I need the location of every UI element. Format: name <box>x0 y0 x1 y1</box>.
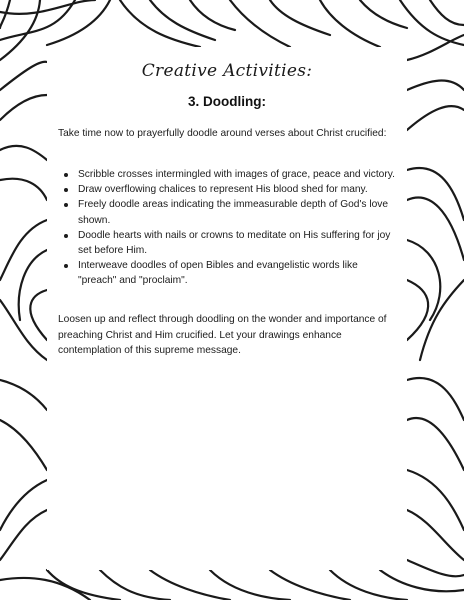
intro-paragraph: Take time now to prayerfully doodle around verses about Christ crucified: <box>58 128 387 139</box>
closing-paragraph: Loosen up and reflect through doodling on the wonder and importance of preaching Christ and Him crucified. Let your drawings enhance contemplation of this supreme message. <box>58 314 387 356</box>
page-title: Creative Activities: <box>141 61 313 81</box>
list-item: Scribble crosses intermingled with images of grace, peace and victory. <box>58 167 398 182</box>
list-item: Freely doodle areas indicating the immeasurable depth of God's love shown. <box>58 197 398 227</box>
bullet-list <box>58 167 398 289</box>
section-heading: 3. Doodling: <box>188 94 266 109</box>
content-panel <box>47 47 407 570</box>
list-item: Interweave doodles of open Bibles and evangelistic words like "preach" and "proclaim". <box>58 258 398 288</box>
list-item: Doodle hearts with nails or crowns to meditate on His suffering for joy set before Him. <box>58 228 398 258</box>
list-item: Draw overflowing chalices to represent His blood shed for many. <box>58 182 398 197</box>
